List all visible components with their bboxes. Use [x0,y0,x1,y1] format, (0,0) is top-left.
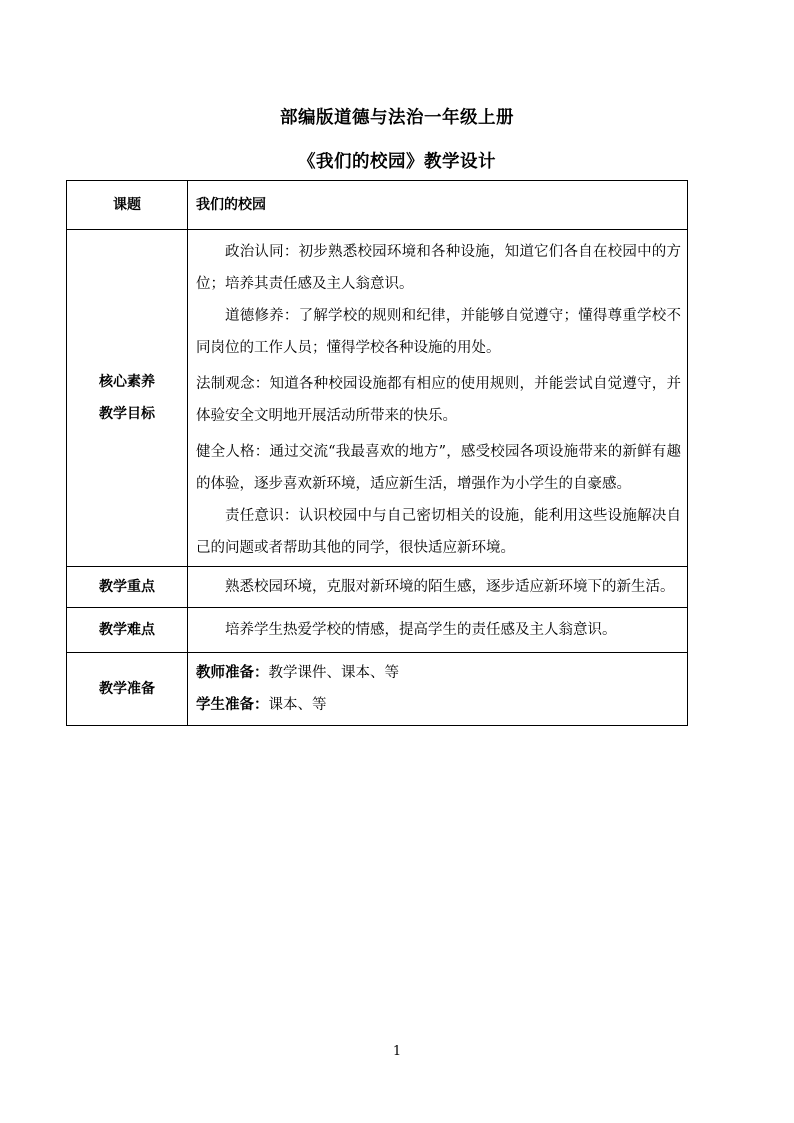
key-points-value: 熟悉校园环境，克服对新环境的陌生感，逐步适应新环境下的新生活。 [225,579,675,595]
goals-label-line2: 教学目标 [99,406,155,422]
table-row-preparation [67,653,688,726]
page-number: 1 [392,1044,402,1059]
document-subtitle: 《我们的校园》教学设计 [298,152,496,172]
goals-label-line1: 核心素养 [99,374,155,390]
table-row-key-points [67,567,688,608]
goals-content [188,230,688,567]
table-row-difficulties [67,608,688,653]
preparation-content [188,653,688,726]
goals-label [67,230,188,567]
teacher-preparation [196,657,681,689]
key-points-label: 教学重点 [67,567,188,608]
teacher-preparation-lead: 教师准备： [196,664,269,681]
subject-label: 课题 [67,181,188,230]
document-title: 部编版道德与法治一年级上册 [280,108,514,128]
difficulties-content [188,608,688,653]
key-points-content [188,567,688,608]
table-row-goals [67,230,688,567]
goal-political-identity: 政治认同：初步熟悉校园环境和各种设施，知道它们各自在校园中的方位；培养其责任感及主人翁意识。 [196,244,681,292]
goal-sound-personality: 健全人格：通过交流“我最喜欢的地方”，感受校园各项设施带来的新鲜有趣的体验，逐步喜欢新环境，适应新生活，增强作为小学生的自豪感。 [196,444,681,492]
goal-legal-awareness: 法制观念：知道各种校园设施都有相应的使用规则，并能尝试自觉遵守，并体验安全文明地开展活动所带来的快乐。 [196,376,681,424]
student-preparation [196,689,681,721]
difficulties-label: 教学难点 [67,608,188,653]
subject-value: 我们的校园 [188,181,688,230]
goal-responsibility: 责任意识：认识校园中与自己密切相关的设施，能利用这些设施解决自己的问题或者帮助其他的同学，很快适应新环境。 [196,508,681,556]
difficulties-value: 培养学生热爱学校的情感，提高学生的责任感及主人翁意识。 [225,622,617,638]
lesson-plan-table [66,180,688,726]
table-row-subject [67,181,688,230]
preparation-label: 教学准备 [67,653,188,726]
teacher-preparation-value: 教学课件、课本、等 [268,665,399,681]
student-preparation-value: 课本、等 [268,697,327,713]
goal-moral-cultivation: 道德修养：了解学校的规则和纪律，并能够自觉遵守；懂得尊重学校不同岗位的工作人员；懂得学校各种设施的用处。 [196,308,681,356]
student-preparation-lead: 学生准备： [196,696,269,713]
